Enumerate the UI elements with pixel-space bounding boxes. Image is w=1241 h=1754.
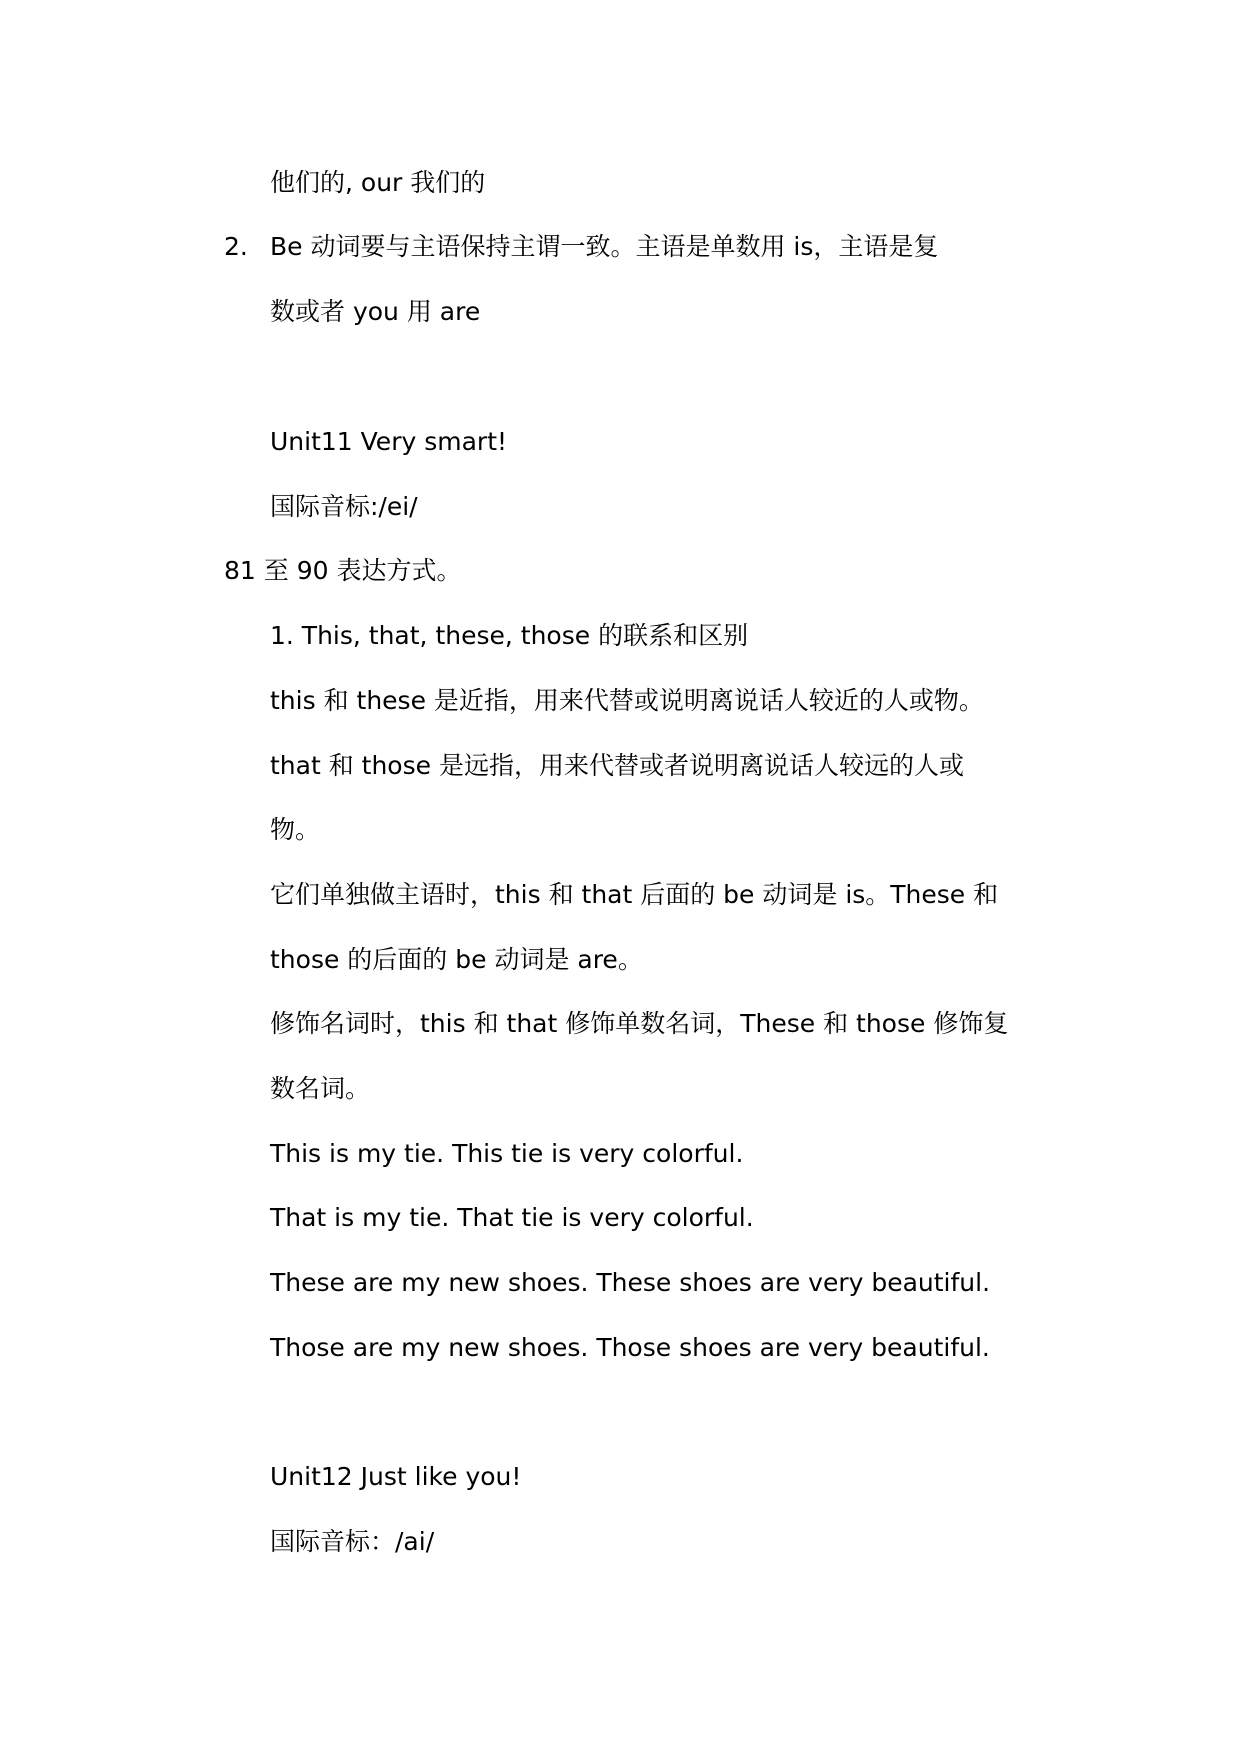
text-line-14: 数名词。 (270, 1074, 371, 1103)
text-line-1: 他们的, our 我们的 (270, 168, 486, 197)
list-item-2 (224, 230, 938, 264)
text-line-3: 数或者 you 用 are (270, 297, 481, 326)
subheading-this-that: 1. This, that, these, those 的联系和区别 (270, 621, 749, 650)
phonetic-ei: 国际音标:/ei/ (270, 492, 418, 521)
example-sentence-1: This is my tie. This tie is very colorful. (270, 1139, 744, 1168)
text-line-8: this 和 these 是近指，用来代替或说明离说话人较近的人或物。 (270, 686, 984, 715)
text-line-9: that 和 those 是远指，用来代替或者说明离说话人较远的人或 (270, 751, 964, 780)
list-number: 2. (224, 232, 248, 261)
example-sentence-3: These are my new shoes. These shoes are very beautiful. (270, 1268, 991, 1297)
unit-12-heading: Unit12 Just like you! (270, 1462, 522, 1491)
section-81-90: 81 至 90 表达方式。 (224, 556, 462, 585)
example-sentence-4: Those are my new shoes. Those shoes are very beautiful. (270, 1333, 990, 1362)
text-line-12: those 的后面的 be 动词是 are。 (270, 945, 643, 974)
text-line-10: 物。 (270, 815, 321, 844)
example-sentence-2: That is my tie. That tie is very colorful. (270, 1203, 754, 1232)
unit-11-heading: Unit11 Very smart! (270, 427, 508, 456)
text-line-13: 修饰名词时，this 和 that 修饰单数名词，These 和 those 修饰复 (270, 1009, 1009, 1038)
phonetic-ai: 国际音标：/ai/ (270, 1527, 435, 1556)
text-line-11: 它们单独做主语时，this 和 that 后面的 be 动词是 is。These 和 (270, 880, 999, 909)
list-item-text: Be 动词要与主语保持主谓一致。主语是单数用 is，主语是复 (270, 232, 939, 261)
